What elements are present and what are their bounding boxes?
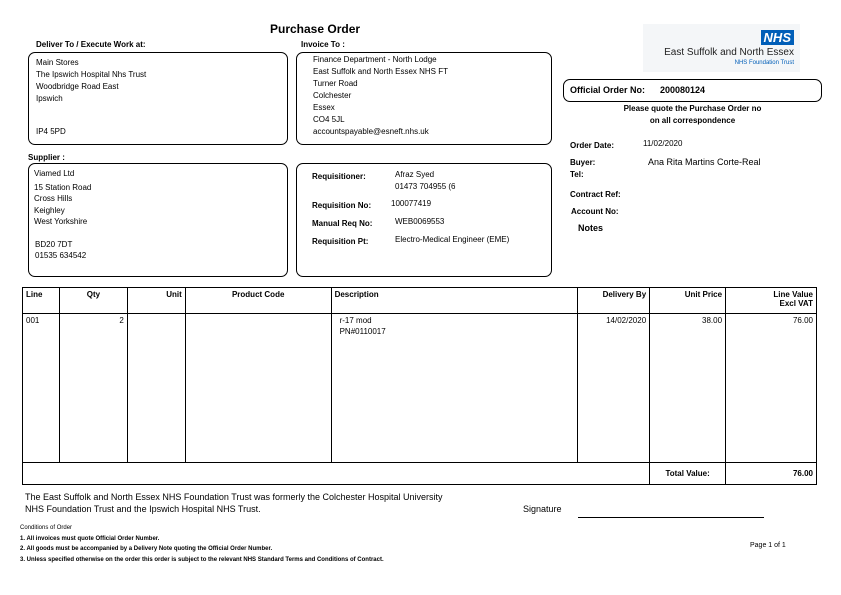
page-title: Purchase Order [270,22,361,36]
quote-note: on all correspondence [649,116,736,125]
supplier-line: Keighley [34,206,65,215]
order-lines-table [22,287,817,485]
trust-sub: NHS Foundation Trust [734,60,794,66]
cell-description [331,314,578,463]
header-unit: Unit [127,288,185,314]
supplier-line: West Yorkshire [34,217,88,226]
req-pt: Electro-Medical Engineer (EME) [395,235,510,244]
order-no: 200080124 [660,85,706,95]
desc-line: PN#0110017 [339,327,386,336]
requisitioner: Afraz Syed [395,170,435,179]
header-delivery-by: Delivery By [578,288,650,314]
invoice-line: Essex [313,103,335,112]
total-value: 76.00 [726,463,817,485]
invoice-line: CO4 5JL [313,115,345,124]
table-row [23,314,817,463]
nhs-logo [643,24,800,72]
supplier-line: 15 Station Road [34,183,92,192]
invoice-box [296,52,552,145]
invoice-line: accountspayable@esneft.nhs.uk [313,127,429,136]
deliver-line: Woodbridge Road East [36,82,119,91]
page-number: Page 1 of 1 [750,542,786,549]
requisition-box [296,163,552,277]
deliver-label: Deliver To / Execute Work at: [36,40,146,49]
quote-note: Please quote the Purchase Order no [623,104,762,113]
header-qty: Qty [59,288,127,314]
buyer-label: Buyer: [570,158,596,167]
header-unit-price: Unit Price [650,288,726,314]
header-line-value-1: Line Value [773,290,813,299]
supplier-line: Viamed Ltd [34,169,75,178]
cell-line: 001 [23,314,60,463]
order-no-box [563,79,822,102]
order-no-label: Official Order No: [570,85,646,95]
deliver-line: Main Stores [36,58,79,67]
req-pt-label: Requisition Pt: [312,237,369,246]
signature-line [578,517,764,518]
header-line: Line [23,288,60,314]
account-label: Account No: [571,207,619,216]
invoice-line: East Suffolk and North Essex NHS FT [313,67,449,76]
header-line-value [726,288,817,314]
total-row [23,463,817,485]
cell-line-value: 76.00 [726,314,817,463]
total-label: Total Value: [650,463,726,485]
supplier-box [28,163,288,277]
supplier-phone: 01535 634542 [35,251,87,260]
cell-unit [127,314,185,463]
order-date: 11/02/2020 [643,139,683,148]
invoice-label: Invoice To : [301,40,345,49]
notes-label: Notes [578,223,604,233]
desc-line: r-17 mod [339,316,372,325]
invoice-line: Finance Department - North Lodge [313,55,437,64]
requisitioner-label: Requisitioner: [312,172,366,181]
cell-qty: 2 [59,314,127,463]
req-no: 100077419 [391,199,432,208]
tel-label: Tel: [570,170,584,179]
cell-delivery-by: 14/02/2020 [578,314,650,463]
deliver-line: The Ipswich Hospital Nhs Trust [36,70,147,79]
header-description: Description [331,288,578,314]
deliver-line: Ipswich [36,94,63,103]
manual-req-no: WEB0069553 [395,217,445,226]
condition-item: 2. All goods must be accompanied by a Delivery Note quoting the Official Order Number. [20,546,273,552]
req-no-label: Requisition No: [312,201,372,210]
deliver-box [28,52,288,145]
manual-req-label: Manual Req No: [312,219,373,228]
buyer: Ana Rita Martins Corte-Real [648,157,761,167]
trust-name: East Suffolk and North Essex [664,47,794,58]
contract-label: Contract Ref: [570,190,621,199]
signature-label: Signature [523,504,562,514]
nhs-badge: NHS [761,30,794,45]
header-product-code: Product Code [185,288,331,314]
supplier-postcode: BD20 7DT [35,240,73,249]
invoice-line: Colchester [313,91,352,100]
condition-item: 3. Unless specified otherwise on the order this order is subject to the relevant NHS Standard Terms and Conditions of Contract. [20,557,384,563]
cell-unit-price: 38.00 [650,314,726,463]
cell-product-code [185,314,331,463]
requisitioner-phone: 01473 704955 (6 [395,182,456,191]
table-header [23,288,817,314]
order-date-label: Order Date: [570,141,615,150]
trust-note: The East Suffolk and North Essex NHS Foundation Trust was formerly the Colchester Hospital University [25,492,443,502]
supplier-label: Supplier : [28,153,65,162]
header-line-value-2: Excl VAT [779,299,813,308]
supplier-line: Cross Hills [34,194,73,203]
invoice-line: Turner Road [313,79,358,88]
condition-item: 1. All invoices must quote Official Order Number. [20,536,160,542]
conditions-title: Conditions of Order [20,525,73,531]
deliver-postcode: IP4 5PD [36,127,66,136]
trust-note: NHS Foundation Trust and the Ipswich Hospital NHS Trust. [25,504,261,514]
